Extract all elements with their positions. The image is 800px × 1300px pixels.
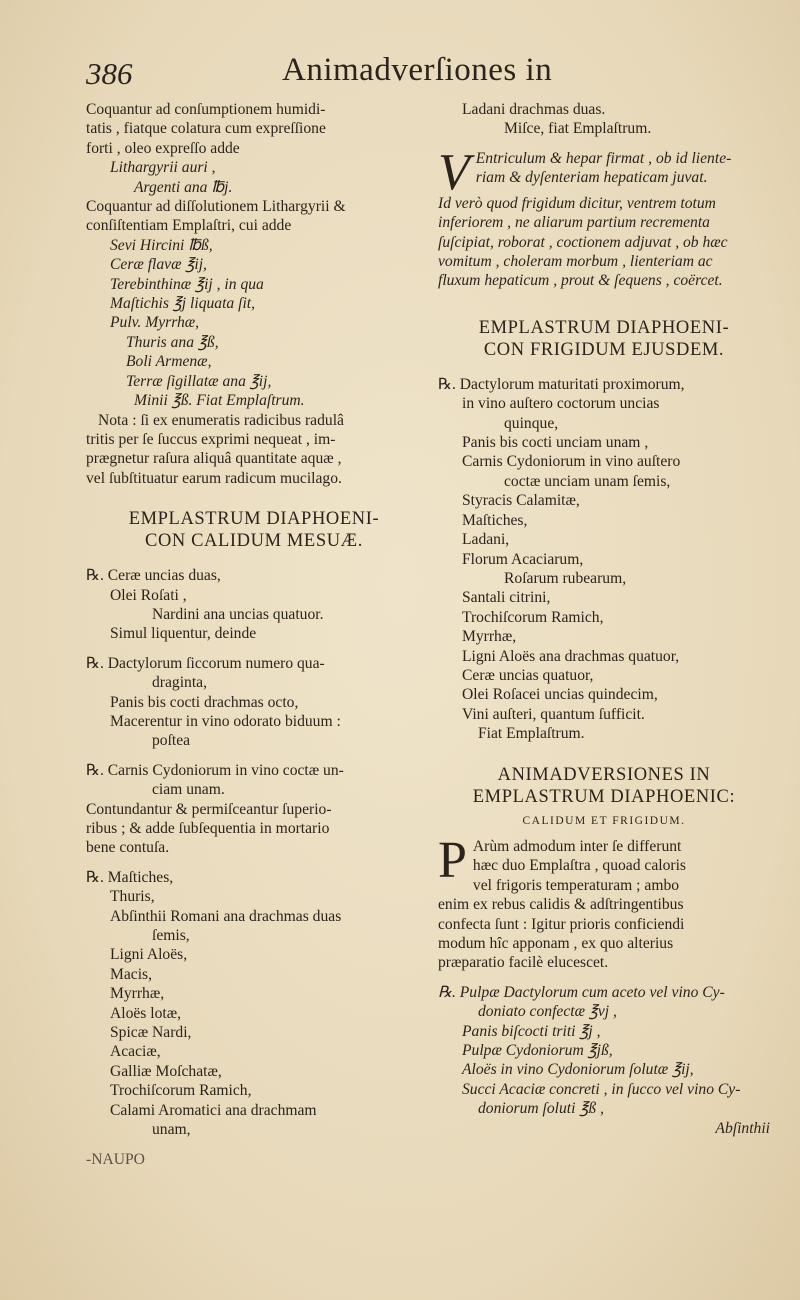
heading-line: EMPLASTRUM DIAPHOENIC:	[472, 786, 736, 807]
recipe-line: ℞. Maſtiches,	[86, 868, 174, 886]
recipe-line: in vino auſtero coctorum uncias	[462, 395, 660, 413]
recipe-line: Macerentur in vino odorato biduum :	[110, 712, 341, 730]
recipe-line: Florum Acaciarum,	[462, 550, 584, 568]
recipe-line: Santali citrini,	[462, 589, 551, 607]
body-paragraph	[438, 831, 770, 973]
text-line: fluxum hepaticum , prout & ſequens , coërcet.	[438, 272, 723, 290]
ingredient-line: Sevi Hircini ℔ß,	[110, 236, 213, 254]
drop-cap: P	[438, 831, 467, 889]
recipe-line: Fiat Emplaſtrum.	[478, 725, 585, 743]
text-line: riam & dyſenteriam hepaticam juvat.	[475, 169, 708, 187]
text-line: conſiſtentiam Emplaſtri, cui adde	[86, 217, 292, 235]
text-line: præparatio facilè elucescet.	[438, 954, 609, 972]
recipe-line: Nardini ana uncias quatuor.	[152, 605, 324, 623]
text-line: Coquantur ad conſumptionem humidi-	[86, 101, 326, 118]
right-column	[438, 100, 770, 1138]
ingredient-line: Pulv. Myrrhæ,	[110, 314, 200, 332]
recipe-line: Acaciæ,	[110, 1043, 161, 1061]
recipe-line: poſtea	[152, 732, 191, 750]
recipe-line: Macis,	[110, 965, 153, 983]
heading-line: EMPLASTRUM DIAPHOENI-	[478, 317, 730, 338]
recipe-line: Ladani drachmas duas.	[462, 101, 606, 118]
note-line: Nota : ſi ex enumeratis radicibus radulâ	[98, 411, 344, 429]
drop-cap: V	[438, 143, 470, 201]
recipe-line: coctæ unciam unam ſemis,	[504, 472, 671, 490]
heading-line: CON CALIDUM MESUÆ.	[145, 531, 363, 552]
recipe-line: ℞. Carnis Cydoniorum in vino coctæ un-	[86, 761, 344, 779]
commentary-paragraph	[438, 143, 770, 291]
heading-line: EMPLASTRUM DIAPHOENI-	[128, 509, 380, 530]
section-heading	[86, 508, 422, 552]
bottom-mark: -NAUPO	[86, 1150, 145, 1168]
recipe-line: Styracis Calamitæ,	[462, 492, 580, 510]
catchword: Abſinthii	[715, 1119, 770, 1137]
recipe-line: Ceræ uncias quatuor,	[462, 666, 594, 684]
recipe-line: Vini auſteri, quantum ſufficit.	[462, 705, 645, 723]
section-subheading: CALIDUM ET FRIGIDUM.	[522, 814, 686, 827]
note-line: prægnetur raſura aliquâ quantitate aquæ ,	[86, 450, 342, 468]
recipe-line: Aloës lotæ,	[110, 1004, 182, 1022]
recipe-line: Spicæ Nardi,	[110, 1024, 192, 1042]
recipe-line: ſemis,	[152, 927, 190, 945]
text-line: confecta ſunt : Igitur prioris conficiendi	[438, 915, 685, 933]
recipe-line: Myrrhæ,	[462, 628, 517, 646]
text-line: Id verò quod frigidum dicitur, ventrem totum	[438, 194, 716, 212]
text-line: tatis , fiatque colatura cum expreſſione	[86, 120, 326, 138]
text-line: Coquantur ad diſſolutionem Lithargyrii &	[86, 198, 346, 216]
recipe-line: Ladani,	[462, 531, 510, 549]
text-line: enim ex rebus calidis & adſtringentibus	[438, 896, 684, 914]
recipe-line: Thuris,	[110, 888, 155, 906]
recipe-line: Contundantur & permiſceantur ſuperio-	[86, 800, 332, 818]
recipe-line: Ligni Aloës,	[110, 946, 188, 964]
recipe-line: Galliæ Moſchatæ,	[110, 1062, 222, 1080]
recipe-line: Panis biſcocti triti ℥j ,	[462, 1022, 601, 1040]
ingredient-line: Thuris ana ℥ß,	[126, 333, 219, 351]
recipe-line: Ligni Aloës ana drachmas quatuor,	[462, 647, 680, 665]
text-line: Arùm admodum inter ſe differunt	[472, 837, 682, 855]
recipe-line: Abſinthii Romani ana drachmas duas	[110, 907, 342, 925]
section-heading	[438, 317, 770, 361]
recipe-line: Maſtiches,	[462, 511, 528, 529]
note-line: vel ſubſtituatur earum radicum mucilago.	[86, 469, 342, 487]
recipe-line: Miſce, fiat Emplaſtrum.	[504, 120, 652, 138]
recipe-line: Myrrhæ,	[110, 985, 165, 1003]
text-line: hæc duo Emplaſtra , quoad caloris	[472, 857, 686, 875]
text-line: ſuſcipiat, roborat , coctionem adjuvat , ob hæc	[438, 233, 728, 251]
running-title: Animadverſiones in	[282, 52, 553, 88]
recipe-line: bene contuſa.	[86, 839, 170, 857]
left-column	[86, 100, 422, 1169]
recipe-line: ℞. Ceræ uncias duas,	[86, 567, 221, 585]
recipe-line: Panis bis cocti unciam unam ,	[462, 434, 649, 452]
note-line: tritis per ſe ſuccus exprimi nequeat , im-	[86, 430, 336, 448]
recipe-line: quinque,	[504, 414, 559, 432]
heading-line: ANIMADVERSIONES IN	[497, 764, 711, 785]
recipe-line: ciam unam.	[152, 781, 225, 799]
recipe-line: Carnis Cydoniorum in vino auſtero	[462, 453, 681, 471]
recipe-line: draginta,	[152, 674, 207, 692]
recipe-line: ℞. Dactylorum maturitati proximorum,	[438, 375, 685, 393]
recipe-line: Olei Roſati ,	[110, 586, 187, 604]
page-header	[86, 52, 766, 96]
heading-line: CON FRIGIDUM EJUSDEM.	[483, 339, 725, 360]
text-line: vel frigoris temperaturam ; ambo	[472, 876, 680, 894]
recipe-line: ribus ; & adde ſubſequentia in mortario	[86, 820, 330, 837]
ingredient-line: Boli Armenæ,	[126, 353, 212, 371]
ingredient-line: Terræ ſigillatæ ana ℥ij,	[126, 372, 272, 390]
ingredient-line: Argenti ana ℔j.	[134, 178, 233, 196]
recipe-line: Pulpæ Cydoniorum ℥jß,	[462, 1042, 613, 1060]
section-heading	[438, 764, 770, 808]
ingredient-line: Maſtichis ℥j liquata ſit,	[110, 295, 256, 313]
recipe-line: Trochiſcorum Ramich,	[462, 608, 604, 626]
text-line: Entriculum & hepar firmat , ob id liente-	[475, 149, 732, 167]
recipe-line: Simul liquentur, deinde	[110, 625, 257, 643]
recipe-line: Aloës in vino Cydoniorum ſolutæ ℥ij,	[462, 1061, 694, 1079]
recipe-line: Trochiſcorum Ramich,	[110, 1082, 252, 1100]
recipe-line: Olei Roſacei uncias quindecim,	[462, 686, 658, 704]
ingredient-line: Terebinthinæ ℥ij , in qua	[110, 275, 264, 293]
ingredient-line: Lithargyrii auri ,	[110, 159, 216, 177]
text-line: inferiorem , ne aliarum partium recrementa	[438, 214, 710, 232]
text-line: modum hîc apponam , ex quo alterius	[438, 935, 674, 952]
recipe-line: Succi Acaciæ concreti , in ſucco vel vino Cy-	[462, 1080, 741, 1098]
ingredient-line: Minii ℥ß. Fiat Emplaſtrum.	[134, 392, 305, 410]
text-line: forti , oleo expreſſo adde	[86, 139, 240, 157]
recipe-line: Roſarum rubearum,	[504, 569, 627, 587]
text-line: vomitum , choleram morbum , lienteriam ac	[438, 253, 713, 271]
recipe-line: ℞. Pulpæ Dactylorum cum aceto vel vino Cy-	[438, 983, 725, 1001]
recipe-line: ℞. Dactylorum ſiccorum numero qua-	[86, 654, 325, 672]
recipe-line: doniorum ſoluti ℥ß ,	[478, 1100, 604, 1118]
recipe-line: Calami Aromatici ana drachmam	[110, 1101, 317, 1119]
recipe-line: unam,	[152, 1121, 191, 1139]
recipe-line: doniato confectæ ℥vj ,	[478, 1003, 617, 1021]
recipe-line: Panis bis cocti drachmas octo,	[110, 693, 299, 711]
ingredient-line: Ceræ flavæ ℥ij,	[110, 256, 207, 274]
page-number: 386	[86, 56, 133, 91]
